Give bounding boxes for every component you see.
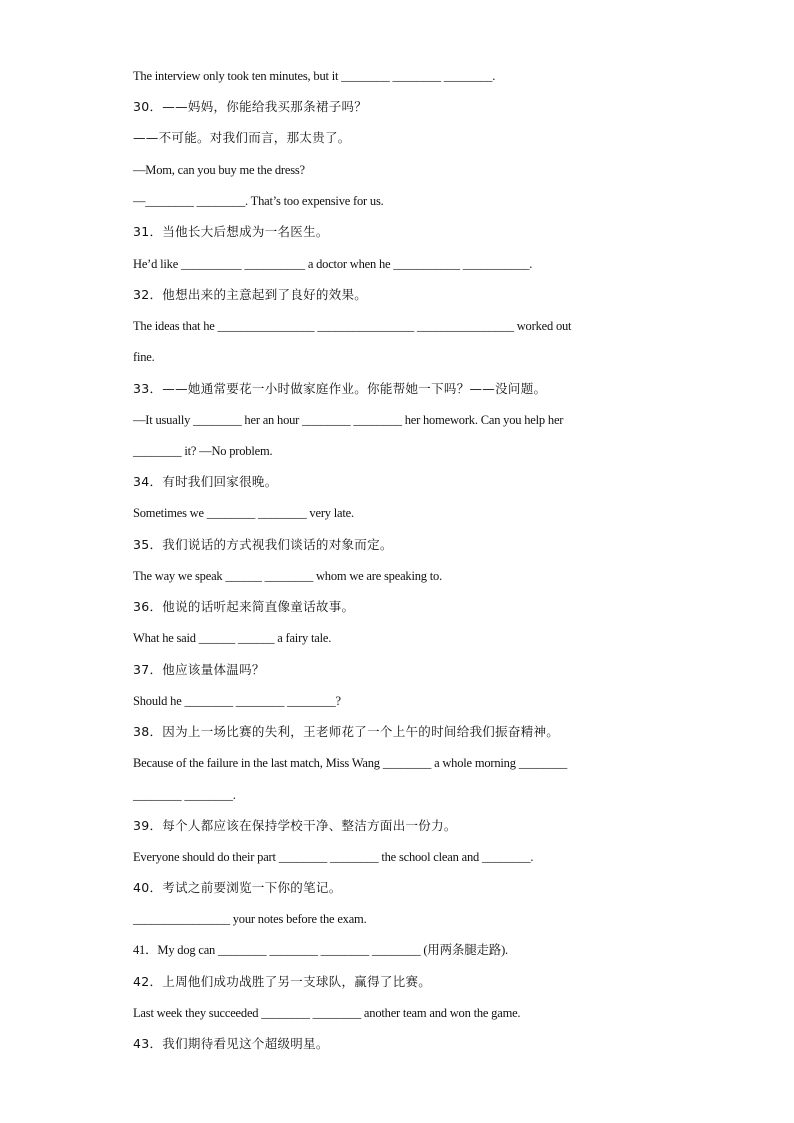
question-prompt: 36．他说的话听起来简直像童话故事。 — [133, 599, 355, 614]
question-prompt: 37．他应该量体温吗？ — [133, 662, 265, 677]
question-prompt: 35．我们说话的方式视我们谈话的对象而定。 — [133, 537, 393, 552]
question-prompt: 43．我们期待看见这个超级明星。 — [133, 1036, 329, 1051]
answer-line: The interview only took ten minutes, but it ________ ________ ________. — [133, 69, 496, 83]
question-prompt: 30．——妈妈，你能给我买那条裙子吗？ — [133, 99, 368, 114]
answer-line: Should he ________ ________ ________? — [133, 694, 341, 708]
question-prompt: 33．——她通常要花一小时做家庭作业。你能帮她一下吗？——没问题。 — [133, 381, 547, 396]
answer-line: Last week they succeeded ________ ________ another team and won the game. — [133, 1006, 521, 1020]
answer-line: ________ it? —No problem. — [133, 444, 273, 458]
answer-line: Sometimes we ________ ________ very late. — [133, 506, 354, 520]
question-prompt: 39．每个人都应该在保持学校干净、整洁方面出一份力。 — [133, 818, 457, 833]
question-prompt: 38．因为上一场比赛的失利，王老师花了一个上午的时间给我们振奋精神。 — [133, 724, 560, 739]
question-prompt: 31．当他长大后想成为一名医生。 — [133, 224, 329, 239]
answer-line: ________________ your notes before the exam. — [133, 912, 367, 926]
answer-line: ________ ________. — [133, 788, 236, 802]
question-prompt: 42．上周他们成功战胜了另一支球队，赢得了比赛。 — [133, 974, 432, 989]
answer-line: Because of the failure in the last match, Miss Wang ________ a whole morning ________ — [133, 756, 568, 770]
answer-line: He’d like __________ __________ a doctor when he ___________ ___________. — [133, 257, 533, 271]
answer-line: What he said ______ ______ a fairy tale. — [133, 631, 332, 645]
answer-line: The ideas that he ________________ ________________ ________________ worked out — [133, 319, 572, 333]
answer-line: Everyone should do their part ________ ________ the school clean and ________. — [133, 850, 534, 864]
answer-line: The way we speak ______ ________ whom we are speaking to. — [133, 569, 443, 583]
question-prompt: 40．考试之前要浏览一下你的笔记。 — [133, 880, 342, 895]
question-prompt: 34．有时我们回家很晚。 — [133, 474, 278, 489]
answer-line: —It usually ________ her an hour ________ ________ her homework. Can you help her — [133, 413, 564, 427]
answer-line: —________ ________. That’s too expensive for us. — [133, 194, 384, 208]
answer-line: 41．My dog can ________ ________ ________ ________ (用两条腿走路). — [133, 943, 508, 957]
answer-line: fine. — [133, 350, 155, 364]
question-prompt: ——不可能。对我们而言，那太贵了。 — [133, 130, 351, 145]
question-prompt: 32．他想出来的主意起到了良好的效果。 — [133, 287, 368, 302]
answer-line: —Mom, can you buy me the dress? — [133, 163, 305, 177]
